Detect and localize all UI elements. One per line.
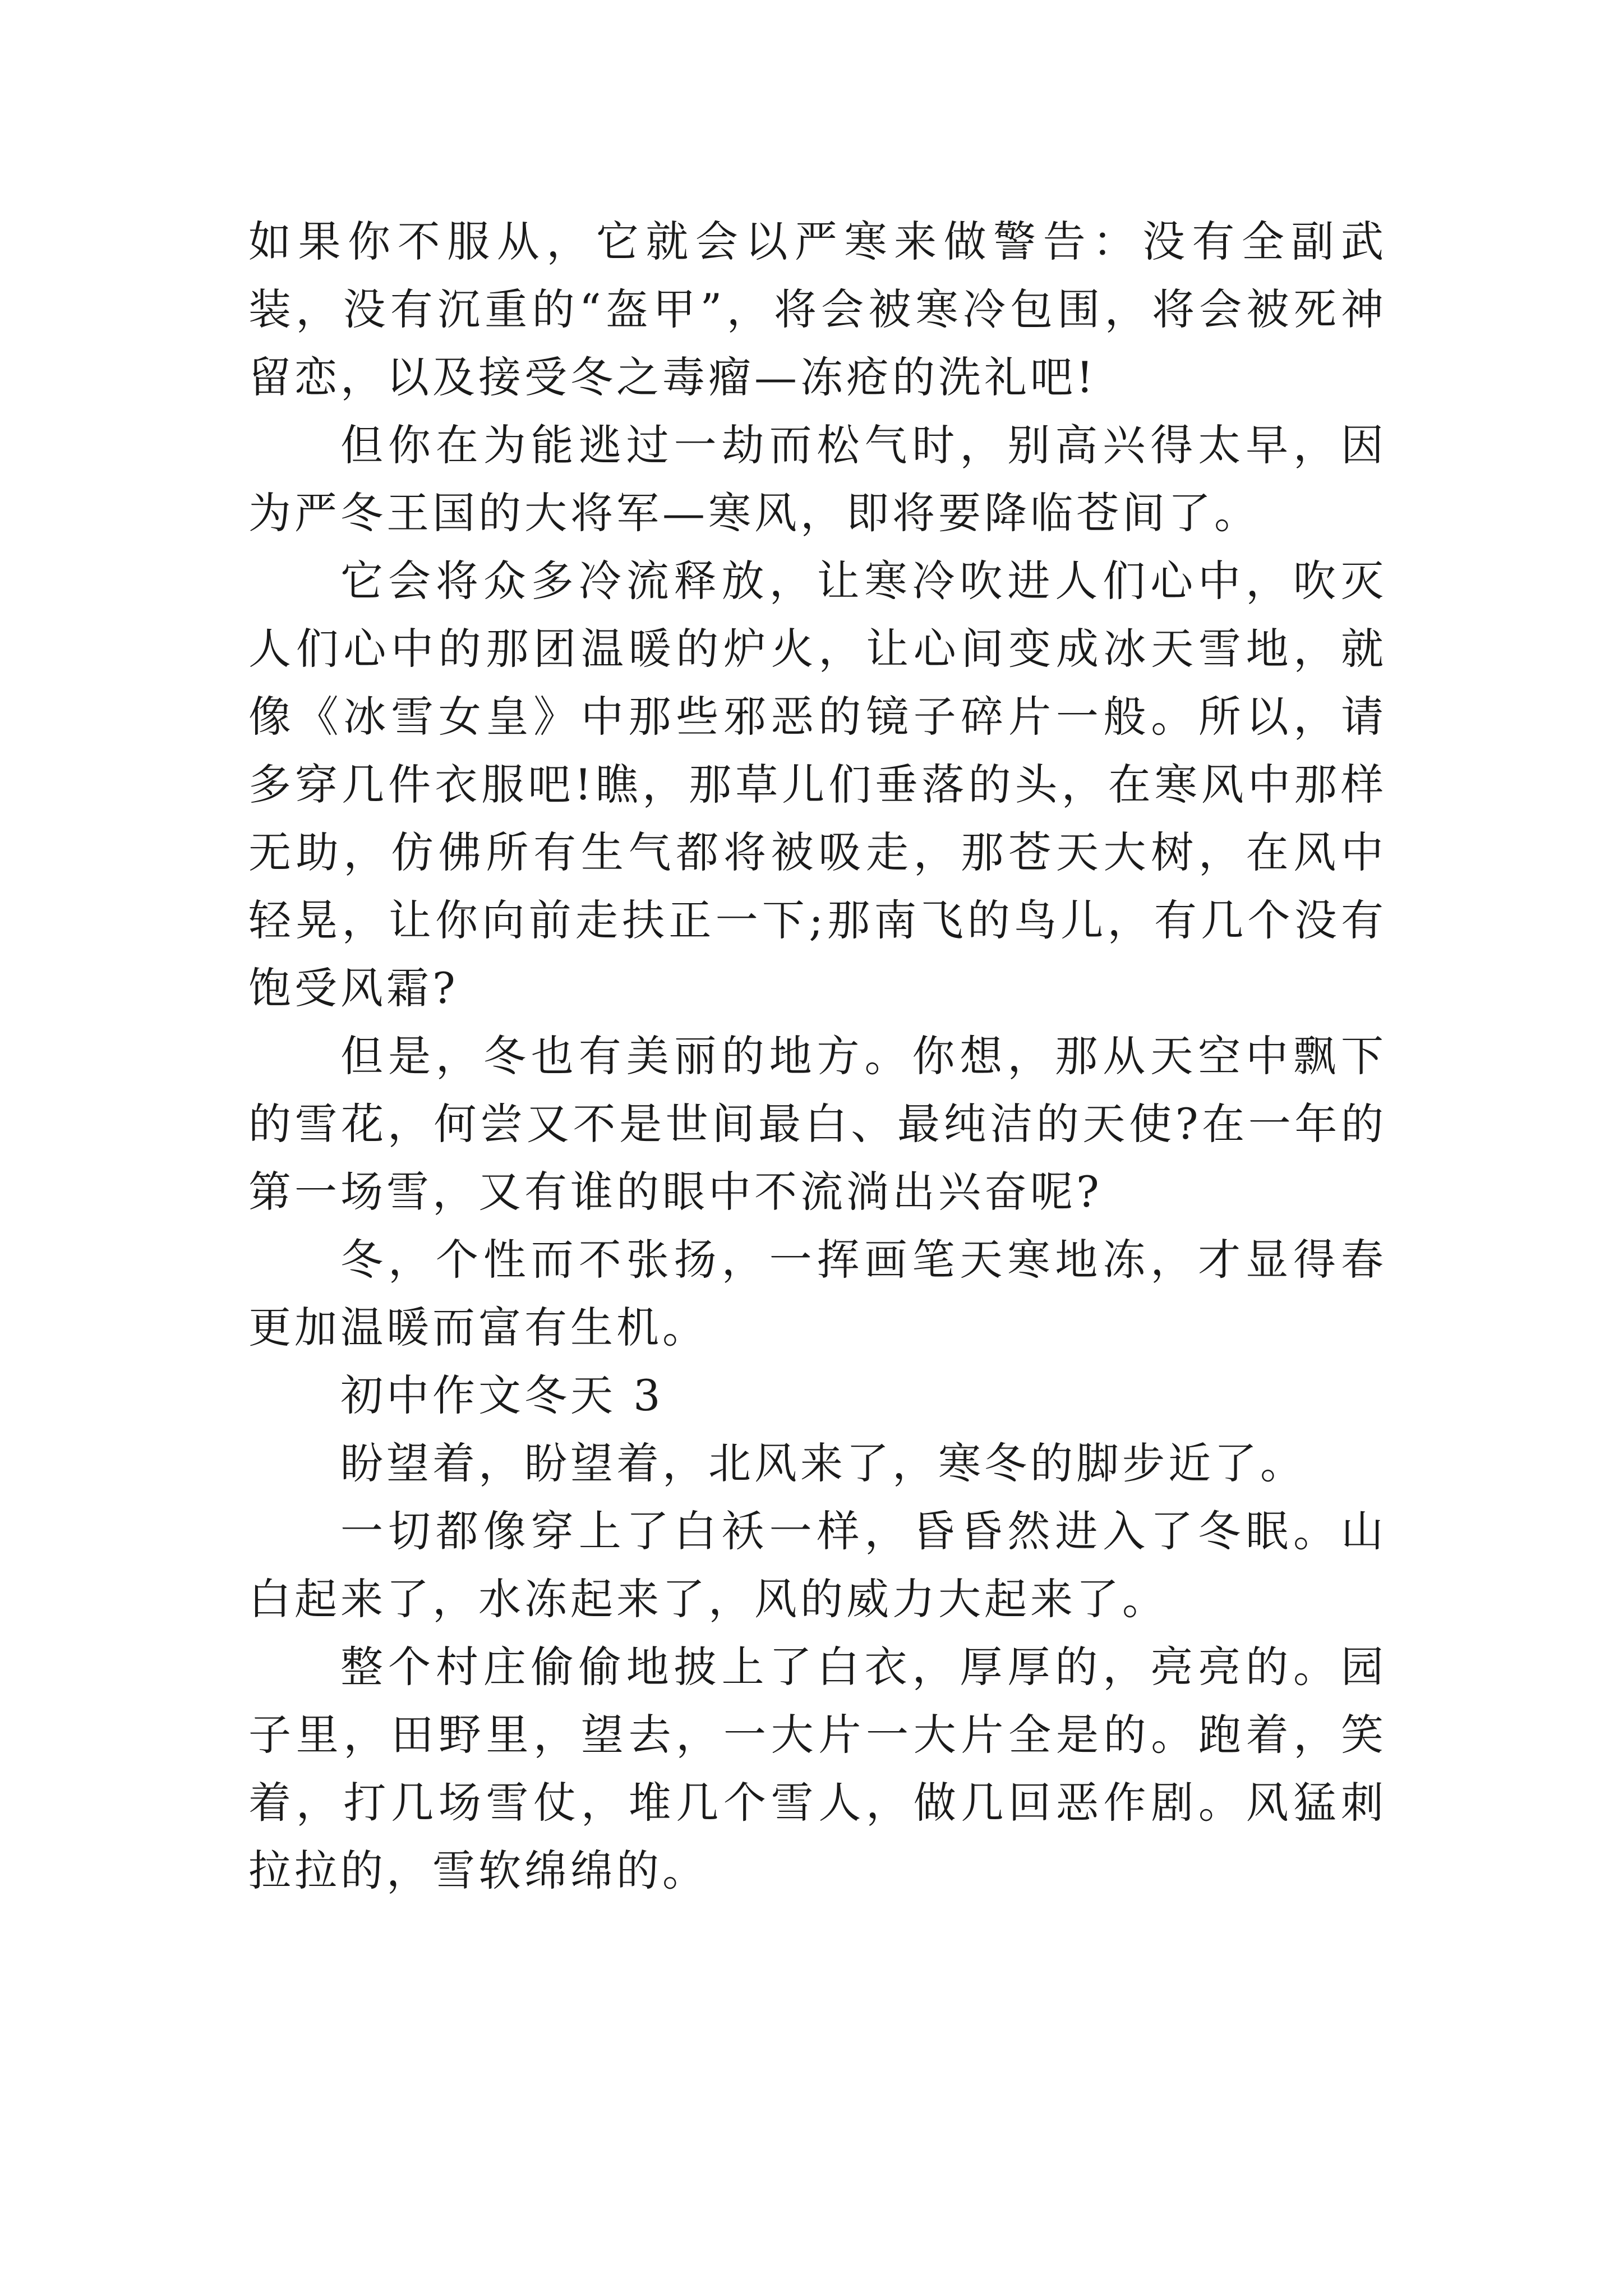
paragraph-7: 一切都像穿上了白袄一样，昏昏然进入了冬眠。山白起来了，水冻起来了，风的威力大起来了。 <box>248 1506 1387 1624</box>
paragraph-8: 整个村庄偷偷地披上了白衣，厚厚的，亮亮的。园子里，田野里，望去，一大片一大片全是的。跑着，笑着，打几场雪仗，堆几个雪人，做几回恶作剧。风猛刺拉拉的，雪软绵绵的。 <box>248 1642 1387 1895</box>
paragraph-1: 如果你不服从，它就会以严寒来做警告：没有全副武装，没有沉重的“盔甲”，将会被寒冷包围，将会被死神留恋，以及接受冬之毒瘤—冻疮的洗礼吧! <box>248 217 1387 402</box>
paragraph-3: 它会将众多冷流释放，让寒冷吹进人们心中，吹灭人们心中的那团温暖的炉火，让心间变成冰天雪地，就像《冰雪女皇》中那些邪恶的镜子碎片一般。所以，请多穿几件衣服吧!瞧，那草儿们垂落的头，在寒风中那样无助，仿佛所有生气都将被吸走，那苍天大树，在风中轻晃，让你向前走扶正一下;那南飞的鸟儿，有几个没有饱受风霜? <box>248 556 1387 1013</box>
document-body <box>248 208 1387 1904</box>
paragraph-2: 但你在为能逃过一劫而松气时，别高兴得太早，因为严冬王国的大将军—寒风，即将要降临苍间了。 <box>248 420 1387 538</box>
section-heading: 初中作文冬天 3 <box>340 1370 664 1420</box>
paragraph-6: 盼望着，盼望着，北风来了，寒冬的脚步近了。 <box>340 1438 1306 1488</box>
paragraph-5: 冬，个性而不张扬，一挥画笔天寒地冻，才显得春更加温暖而富有生机。 <box>248 1235 1387 1352</box>
paragraph-4: 但是，冬也有美丽的地方。你想，那从天空中飘下的雪花，何尝又不是世间最白、最纯洁的天使?在一年的第一场雪，又有谁的眼中不流淌出兴奋呢? <box>248 1031 1387 1217</box>
